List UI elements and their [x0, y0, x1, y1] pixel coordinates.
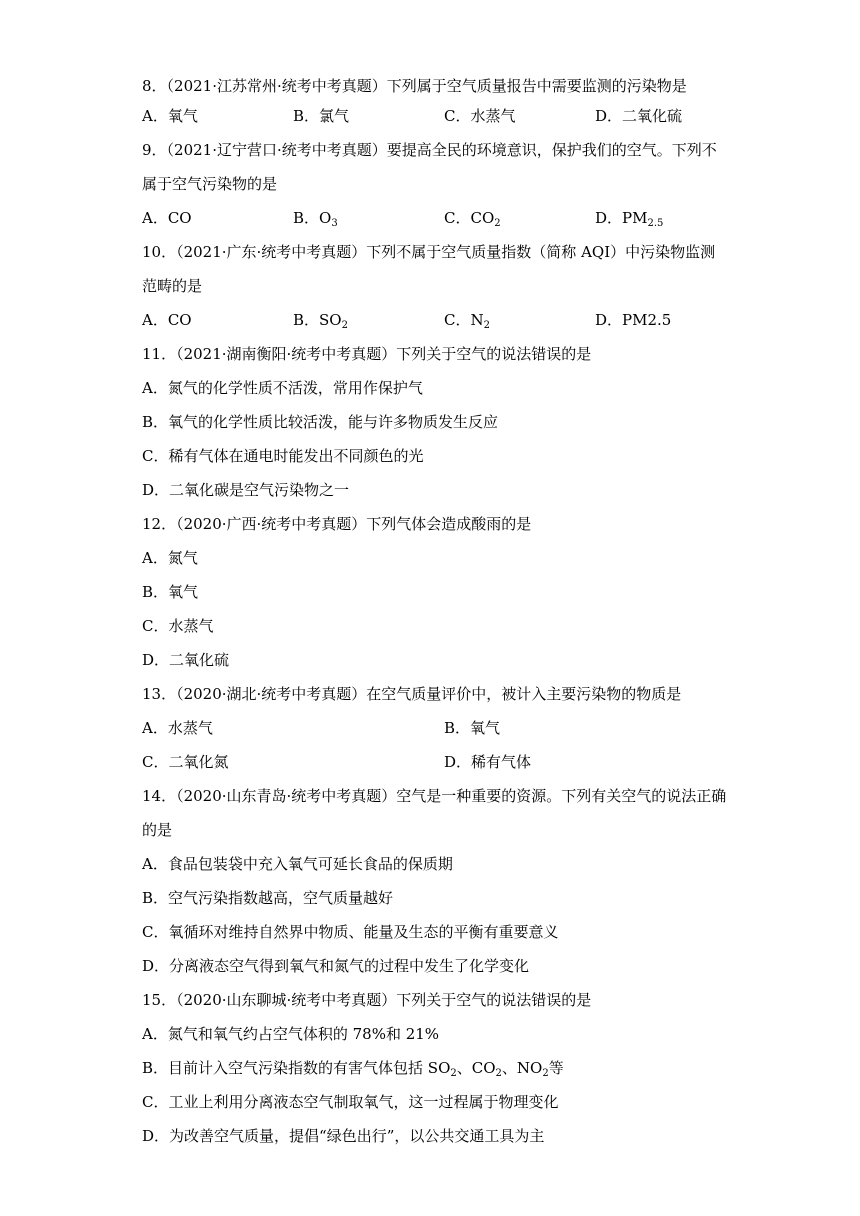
- question-12-option-b: B．氧气: [142, 583, 199, 601]
- question-10-option-a: A．CO: [142, 311, 192, 329]
- question-9-stem-line-2: 属于空气污染物的是: [142, 175, 278, 193]
- question-14-stem-line-1: 14．（2020·山东青岛·统考中考真题）空气是一种重要的资源。下列有关空气的说法正确: [142, 787, 727, 805]
- question-13-options-row-2: [142, 752, 746, 772]
- question-8-option-c: C．水蒸气: [444, 107, 516, 125]
- question-10-option-c: C．$N_2$: [444, 311, 490, 331]
- question-11-option-a: A．氮气的化学性质不活泼，常用作保护气: [142, 379, 423, 397]
- question-11-stem: 11．（2021·湖南衡阳·统考中考真题）下列关于空气的说法错误的是: [142, 345, 592, 363]
- question-10-stem-line-1: 10．（2021·广东·统考中考真题）下列不属于空气质量指数（简称 AQI）中污染物监测: [142, 243, 716, 261]
- question-10-option-d: D．PM2.5: [595, 311, 672, 329]
- question-11-option-b: B．氧气的化学性质比较活泼，能与许多物质发生反应: [142, 413, 499, 431]
- question-10-stem-line-2: 范畴的是: [142, 277, 203, 295]
- question-15-option-d: D．为改善空气质量，提倡“绿色出行”，以公共交通工具为主: [142, 1127, 545, 1145]
- question-10-option-b: B．$SO_2$: [293, 311, 348, 331]
- question-14-option-a: A．食品包装袋中充入氧气可延长食品的保质期: [142, 855, 453, 873]
- question-8-stem: 8．（2021·江苏常州·统考中考真题）下列属于空气质量报告中需要监测的污染物是: [142, 77, 687, 95]
- question-13-option-a: A．水蒸气: [142, 719, 213, 737]
- question-14-stem-line-2: 的是: [142, 821, 173, 839]
- question-9-option-c: C．$CO_2$: [444, 209, 501, 229]
- question-9-option-a: A．CO: [142, 209, 192, 227]
- question-12-option-c: C．水蒸气: [142, 617, 214, 635]
- question-14-option-d: D．分离液态空气得到氧气和氮气的过程中发生了化学变化: [142, 957, 530, 975]
- question-9-options: [142, 208, 663, 228]
- question-9-option-d: D．$PM_{2.5}$: [595, 209, 664, 229]
- question-14-option-c: C．氧循环对维持自然界中物质、能量及生态的平衡有重要意义: [142, 923, 559, 941]
- question-8-option-a: A．氧气: [142, 107, 198, 125]
- question-13-option-b: B．氧气: [444, 719, 501, 737]
- question-13-option-c: C．二氧化氮: [142, 753, 229, 771]
- question-11-option-c: C．稀有气体在通电时能发出不同颜色的光: [142, 447, 424, 465]
- question-13-option-d: D．稀有气体: [444, 753, 532, 771]
- question-15-option-a: A．氮气和氧气约占空气体积的 78%和 21%: [142, 1025, 440, 1043]
- question-9-option-b: B．$O_3$: [293, 209, 338, 229]
- question-14-option-b: B．空气污染指数越高，空气质量越好: [142, 889, 394, 907]
- question-15-option-c: C．工业上利用分离液态空气制取氧气，这一过程属于物理变化: [142, 1093, 559, 1111]
- question-13-stem: 13．（2020·湖北·统考中考真题）在空气质量评价中，被计入主要污染物的物质是: [142, 685, 682, 703]
- question-9-stem-line-1: 9．（2021·辽宁营口·统考中考真题）要提高全民的环境意识，保护我们的空气。下列不: [142, 141, 717, 159]
- question-12-option-d: D．二氧化硫: [142, 651, 230, 669]
- question-13-options-row-1: [142, 718, 746, 738]
- question-12-option-a: A．氮气: [142, 549, 198, 567]
- question-15-option-b: B．目前计入空气污染指数的有害气体包括 $SO_2$、$CO_2$、$NO_2$等: [142, 1059, 564, 1079]
- question-11-option-d: D．二氧化碳是空气污染物之一: [142, 481, 350, 499]
- question-8-option-b: B．氯气: [293, 107, 350, 125]
- question-8-options: [142, 106, 682, 126]
- question-10-options: [142, 310, 671, 330]
- question-12-stem: 12．（2020·广西·统考中考真题）下列气体会造成酸雨的是: [142, 515, 532, 533]
- question-8-option-d: D．二氧化硫: [595, 107, 683, 125]
- question-15-stem: 15．（2020·山东聊城·统考中考真题）下列关于空气的说法错误的是: [142, 991, 592, 1009]
